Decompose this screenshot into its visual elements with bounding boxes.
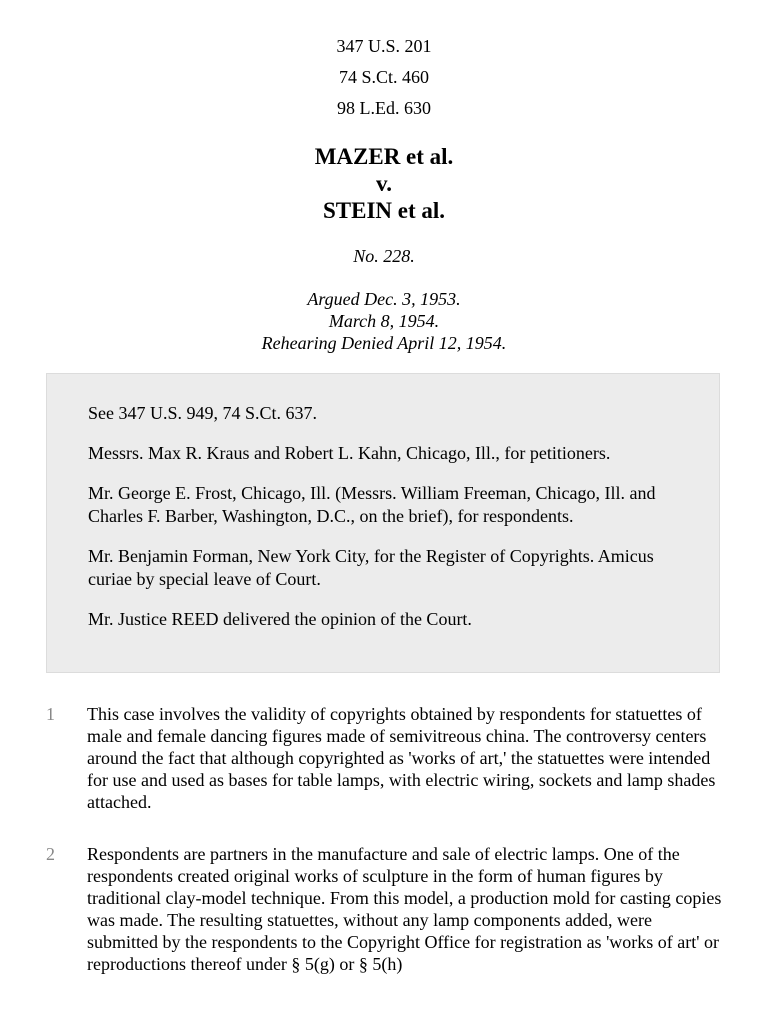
versus-label: v.	[376, 171, 392, 196]
decided-date: March 8, 1954.	[328, 311, 440, 331]
counsel-petitioners: Messrs. Max R. Kraus and Robert L. Kahn, Chicago, Ill., for petitioners.	[88, 443, 611, 463]
rehearing-date: Rehearing Denied April 12, 1954.	[261, 333, 507, 353]
case-dates	[0, 288, 768, 354]
argued-date: Argued Dec. 3, 1953.	[307, 289, 461, 309]
syllabus-box	[46, 373, 720, 673]
citation-lawyers-edition: 98 L.Ed. 630	[337, 98, 431, 118]
case-caption	[0, 143, 768, 224]
opinion-author: Mr. Justice REED delivered the opinion of the Court.	[88, 609, 472, 629]
paragraph-text: This case involves the validity of copyrights obtained by respondents for statuettes of male and female dancing figures made of semivitreous china. The controversy centers around the fact that although copyrighted as 'works of art,' the statuettes were intended for use and used as bases for table lamps, with electric wiring, sockets and lamp shades attached.	[87, 704, 716, 812]
docket-number: No. 228.	[353, 246, 415, 266]
citation-block	[0, 34, 768, 127]
see-also-citation: See 347 U.S. 949, 74 S.Ct. 637.	[88, 403, 318, 423]
citation-supreme-court-reporter: 74 S.Ct. 460	[338, 67, 430, 87]
respondent-name: STEIN et al.	[322, 198, 446, 223]
paragraph-text: Respondents are partners in the manufacture and sale of electric lamps. One of the respondents created original works of sculpture in the form of human figures by traditional clay-model technique. From this model, a production mold for casting copies was made. The resulting statuettes, without any lamp components added, were submitted by the respondents to the Copyright Office for registration as 'works of art' or reproductions thereof under § 5(g) or § 5(h)	[87, 844, 722, 974]
citation-us-reports: 347 U.S. 201	[336, 36, 432, 56]
paragraph-number: 1	[46, 704, 55, 724]
paragraph-number: 2	[46, 844, 55, 864]
amicus-counsel: Mr. Benjamin Forman, New York City, for the Register of Copyrights. Amicus curiae by special leave of Court.	[88, 546, 654, 589]
petitioner-name: MAZER et al.	[314, 144, 454, 169]
counsel-respondents: Mr. George E. Frost, Chicago, Ill. (Messrs. William Freeman, Chicago, Ill. and Charles F. Barber, Washington, D.C., on the brief), for respondents.	[88, 483, 656, 526]
